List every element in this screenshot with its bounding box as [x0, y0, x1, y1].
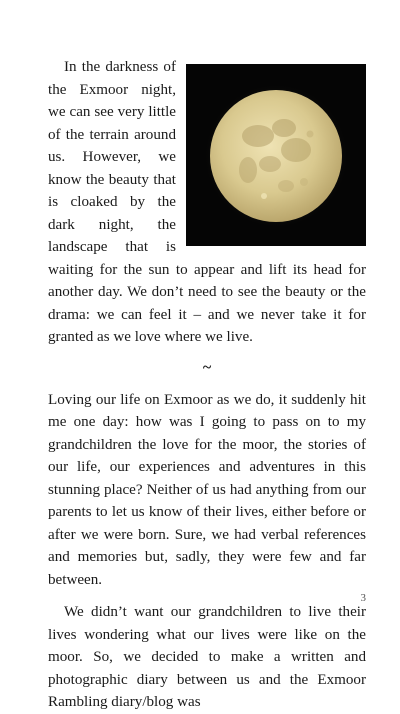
- page-number: 3: [360, 592, 366, 604]
- paragraph-2: Loving our life on Exmoor as we do, it suddenly hit me one day: how was I going to pass on to my grandchildren the love for the moor, the stories of our life, our experiences and adventures in this stunning place? Neither of us had anything from our parents to let us know of their lives, either before or after we were born. Sure, we had verbal references and memories but, sadly, they were few and far between.: [48, 391, 366, 588]
- paragraph-1: In the darkness of the Exmoor night, we can see very little of the terrain around us. However, we know the beauty that is cloaked by the dark night, the landscape that is waiting for the sun to appear and lift its head for another day. We don’t need to see the beauty or the drama: we can feel it – and we never take it for granted as we love where we live.: [48, 59, 366, 345]
- moon-svg: [186, 64, 366, 246]
- full-moon-image: [186, 64, 366, 246]
- paragraph-3: We didn’t want our grandchildren to live their lives wondering what our lives were like on the moor. So, we decided to make a written and photographic diary between us and the Exmoor Rambling diary/blog was: [48, 604, 366, 710]
- book-page: [48, 56, 366, 714]
- section-separator: ~: [202, 358, 212, 376]
